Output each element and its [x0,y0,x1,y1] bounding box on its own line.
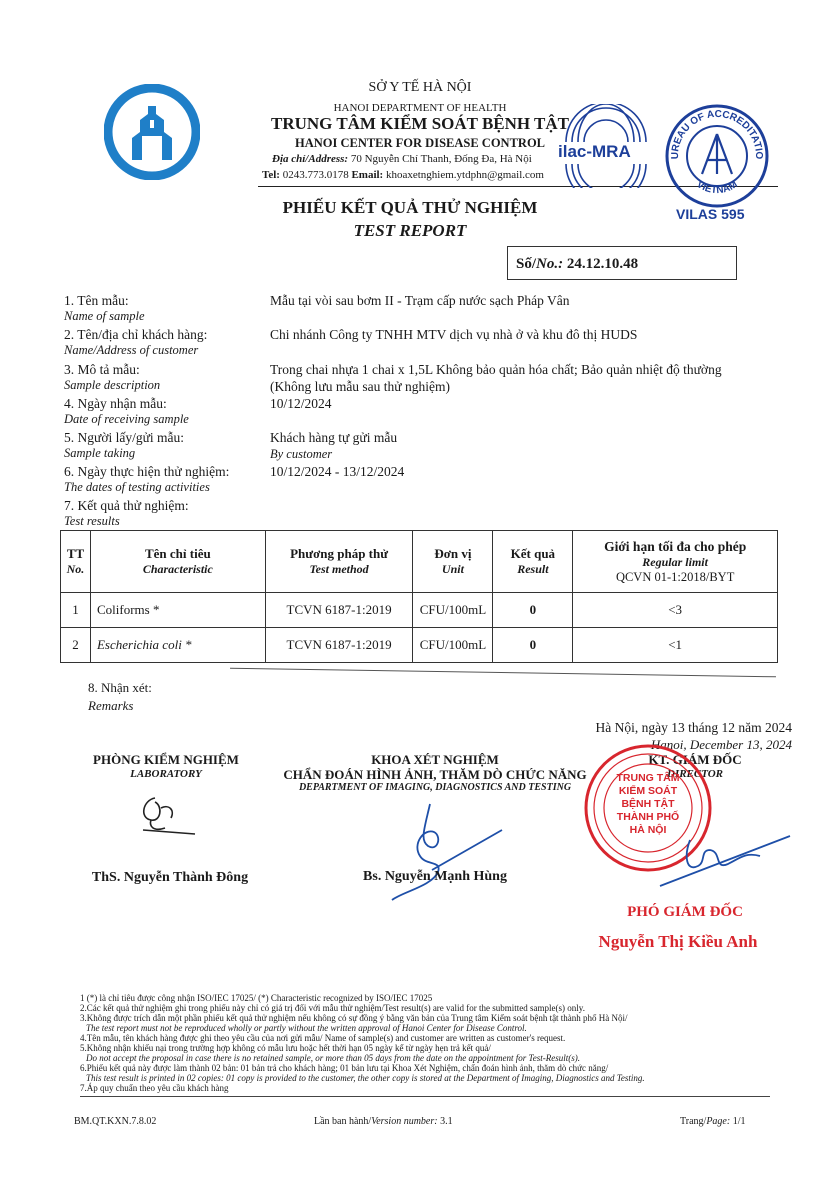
ilac-mra-logo [556,104,656,188]
col-header-no: TT No. [61,531,91,593]
info-value-1: Mẫu tại vòi sau bơm II - Trạm cấp nước sạch Pháp Vân [270,293,570,308]
dept-signature [372,800,512,910]
cell-limit: <1 [573,628,778,663]
report-number-box [507,246,737,280]
cell-characteristic: Coliforms * [90,593,265,628]
remarks-line [230,668,776,678]
report-no-label-en: No.: [536,256,564,272]
dept-title-2: CHẨN ĐOÁN HÌNH ẢNH, THĂM DÒ CHỨC NĂNG [283,767,587,782]
lab-signer-name: ThS. Nguyễn Thành Đông [91,870,249,885]
page-info: Trang/Page: 1/1 [680,1116,746,1127]
version-info: Lần ban hành/Version number: 3.1 [314,1116,453,1127]
footnote-5-en: Do not accept the proposal in case there is no retained sample, or more than 05 days from the date on the appointment for Test-Result(s). [86,1053,580,1063]
cell-result: 0 [493,628,573,663]
col-header-limit: Giới hạn tối đa cho phép Regular limit QCVN 01-1:2018/BYT [573,531,778,593]
info-label-5: 5. Người lấy/gửi mẫu: Sample taking [64,430,185,460]
info-value-3: Trong chai nhựa 1 chai x 1,5L Không bảo quản hóa chất; Bảo quản nhiệt độ thường [270,362,722,377]
title-en: TEST REPORT [353,221,467,240]
footnote-1: 1 (*) là chỉ tiêu được công nhận ISO/IEC 17025/ (*) Characteristic recognized by ISO/IEC 17025 [80,993,433,1003]
info-value-6: 10/12/2024 - 13/12/2024 [270,464,405,479]
title-vi: PHIẾU KẾT QUẢ THỬ NGHIỆM [282,198,538,217]
col-header-characteristic: Tên chỉ tiêu Characteristic [90,531,265,593]
tel-label: Tel: [262,169,280,181]
dept-en: HANOI DEPARTMENT OF HEALTH [333,102,507,114]
footnote-6: 6.Phiếu kết quả này được làm thành 02 bản: 01 bản trả cho khách hàng; 01 bản lưu tại Khoa Xét Nghiệm, chẩn đoán hình ảnh, thăm dò chức năng/ [80,1063,609,1073]
table-row [61,628,778,663]
boa-top-text: UREAU OF ACCREDITATIO [669,108,765,160]
contact-line [262,169,544,181]
lab-signature [125,788,205,848]
col-header-result: Kết quả Result [493,531,573,593]
remarks-label-en: Remarks [88,698,134,713]
email: khoaxetnghiem.ytdphn@gmail.com [385,169,544,181]
cell-method: TCVN 6187-1:2019 [265,628,413,663]
tel: 0243.773.0178 [282,169,349,181]
info-label-7: 7. Kết quả thử nghiệm: Test results [64,498,189,528]
info-value-3b: (Không lưu mẫu sau thử nghiệm) [270,379,450,394]
email-label: Email: [351,169,384,181]
col-header-unit: Đơn vị Unit [413,531,493,593]
address-label: Địa chỉ/Address: [272,153,349,165]
boa-bottom-text: VIETNAM [694,179,740,197]
director-signature [650,826,800,896]
boa-seal [662,100,772,210]
address-line [272,153,532,165]
svg-text:BUREAU OF ACCREDITATION [662,100,764,160]
footnote-3-en: The test report must not be reproduced wholly or partly without the written approval of Hanoi Center for Disease Control. [86,1023,527,1033]
lab-subtitle: LABORATORY [130,768,202,780]
director-subtitle: DIRECTOR [666,768,724,780]
cell-limit: <3 [573,593,778,628]
footnote-5: 5.Không nhận khiếu nại trong trường hợp không có mẫu lưu hoặc hết thời hạn 05 ngày kể từ ngày hẹn trả kết quả/ [80,1043,491,1053]
cdc-logo [104,84,200,180]
info-value-4: 10/12/2024 [270,396,332,411]
info-label-3: 3. Mô tả mẫu: Sample description [64,362,161,392]
stamp-text: TRUNG TÂM KIỂM SOÁT BỆNH TẬT THÀNH PHỐ HÀ NỘI [616,772,680,836]
cell-unit: CFU/100mL [413,628,493,663]
footnote-3: 3.Không được trích dẫn một phần phiếu kết quả thử nghiệm nếu không có sự đồng ý bằng văn bản của Trung tâm Kiểm soát bệnh tật thành phố Hà Nội/ [80,1013,628,1023]
report-no-label: Số/ [516,256,537,272]
info-label-2: 2. Tên/địa chỉ khách hàng: Name/Address of customer [64,327,208,357]
director-role: PHÓ GIÁM ĐỐC [627,904,743,920]
table-row [61,593,778,628]
footnote-7: 7.Áp quy chuẩn theo yêu cầu khách hàng [80,1083,229,1093]
results-table [60,530,778,663]
cell-unit: CFU/100mL [413,593,493,628]
date-vi: Hà Nội, ngày 13 tháng 12 năm 2024 [595,720,792,735]
footnote-6-en: This test result is printed in 02 copies: 01 copy is provided to the customer, the other copy is stored at the Department of Imaging, Diagnostics and Testing. [86,1073,645,1083]
info-value-2: Chi nhánh Công ty TNHH MTV dịch vụ nhà ở và khu đô thị HUDS [270,327,638,342]
cell-result: 0 [493,593,573,628]
ilac-text: ilac-MRA [558,142,631,161]
remarks-label: 8. Nhận xét: [88,680,152,695]
info-label-1: 1. Tên mẫu: Name of sample [64,293,145,323]
center-en: HANOI CENTER FOR DISEASE CONTROL [294,136,546,150]
center-vi: TRUNG TÂM KIỂM SOÁT BỆNH TẬT [270,114,570,133]
cell-no: 1 [61,593,91,628]
info-value-5b: By customer [270,447,333,461]
cell-no: 2 [61,628,91,663]
lab-title: PHÒNG KIỂM NGHIỆM [93,752,239,767]
dept-subtitle: DEPARTMENT OF IMAGING, DIAGNOSTICS AND TESTING [298,782,572,793]
table-header-row [61,531,778,593]
dept-signer-name: Bs. Nguyễn Mạnh Hùng [363,869,507,884]
dept-title-1: KHOA XÉT NGHIỆM [371,752,499,767]
form-code: BM.QT.KXN.7.8.02 [74,1116,157,1127]
col-header-method: Phương pháp thử Test method [265,531,413,593]
info-label-6: 6. Ngày thực hiện thử nghiệm: The dates of testing activities [64,464,230,494]
dept-vi: SỞ Y TẾ HÀ NỘI [368,80,472,95]
info-label-4: 4. Ngày nhận mẫu: Date of receiving sample [64,396,189,426]
info-value-5: Khách hàng tự gửi mẫu [270,430,398,445]
director-name: Nguyễn Thị Kiều Anh [598,932,758,951]
footer-rule [80,1096,770,1097]
cell-characteristic: Escherichia coli * [90,628,265,663]
footnote-2: 2.Các kết quả thử nghiệm ghi trong phiếu này chỉ có giá trị đối với mẫu thử nghiệm/Test result(s) are valid for the submitted sample(s) only. [80,1003,585,1013]
director-title: KT. GIÁM ĐỐC [648,752,742,767]
date-en: Hanoi, December 13, 2024 [650,737,792,752]
vilas-label: VILAS 595 [676,206,745,222]
address: 70 Nguyễn Chí Thanh, Đống Đa, Hà Nội [350,153,532,165]
cell-method: TCVN 6187-1:2019 [265,593,413,628]
footnote-4: 4.Tên mẫu, tên khách hàng được ghi theo yêu cầu của nơi gửi mẫu/ Name of sample(s) and customer are written as customer's request. [80,1033,566,1043]
report-no: 24.12.10.48 [566,256,639,272]
svg-text:VIETNAM [694,179,739,196]
